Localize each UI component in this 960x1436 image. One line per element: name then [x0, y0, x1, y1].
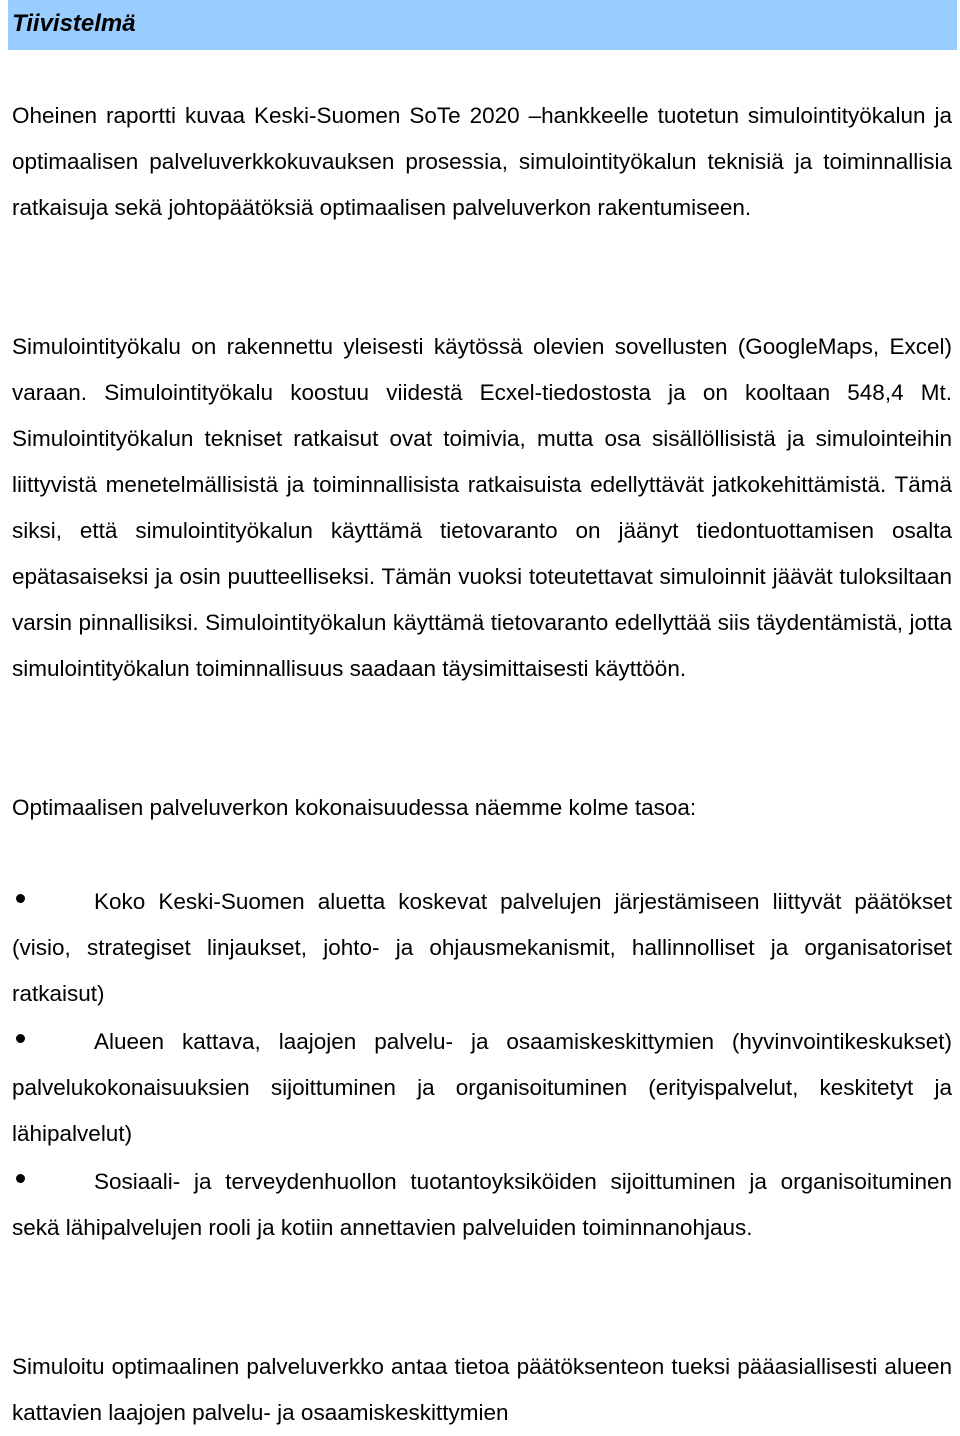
bullet-text: Alueen kattava, laajojen palvelu- ja osaamiskeskittymien (hyvinvointikeskukset) palvelukokonaisuuksien sijoittuminen ja organisoituminen (erityispalvelut, keskitetyt ja lähipalvelut)	[12, 1029, 952, 1146]
paragraph-levels-intro: Optimaalisen palveluverkon kokonaisuudessa näemme kolme tasoa:	[12, 795, 697, 820]
bullet-item-2	[12, 1019, 952, 1157]
bullet-text: Sosiaali- ja terveydenhuollon tuotantoyksiköiden sijoittuminen ja organisoituminen sekä lähipalvelujen rooli ja kotiin annettavien palveluiden toiminnanohjaus.	[12, 1169, 952, 1240]
section-heading: Tiivistelmä	[12, 10, 136, 37]
paragraph-closing: Simuloitu optimaalinen palveluverkko antaa tietoa päätöksenteon tueksi pääasiallisesti alueen kattavien laajojen palvelu- ja osaamiskeskittymien	[12, 1354, 952, 1425]
paragraph-tool: Simulointityökalu on rakennettu yleisesti käytössä olevien sovellusten (GoogleMaps, Excel) varaan. Simulointityökalu koostuu viidestä Ecxel-tiedostosta ja on kooltaan 548,4 Mt. Simulointityökalun tekniset ratkaisut ovat toimivia, mutta osa sisällöllisistä ja simulointeihin liittyvistä menetelmällisistä ja toiminnallisista ratkaisuista edellyttävät jatkokehittämistä. Tämä siksi, että simulointityökalun käyttämä tietovaranto on jäänyt tiedontuottamisen osalta epätasaiseksi ja osin puutteelliseksi. Tämän vuoksi toteutettavat simuloinnit jäävät tuloksiltaan varsin pinnallisiksi. Simulointityökalun käyttämä tietovaranto edellyttää siis täydentämistä, jotta simulointityökalun toiminnallisuus saadaan täysimittaisesti käyttöön.	[12, 334, 952, 681]
paragraph-intro: Oheinen raportti kuvaa Keski-Suomen SoTe 2020 –hankkeelle tuotetun simulointityökalun ja optimaalisen palveluverkkokuvauksen prosessia, simulointityökalun teknisiä ja toiminnallisia ratkaisuja sekä johtopäätöksiä optimaalisen palveluverkon rakentumiseen.	[12, 103, 952, 220]
bullet-item-3	[12, 1159, 952, 1251]
bullet-item-1	[12, 879, 952, 1017]
heading-bar	[8, 0, 957, 50]
bullet-text: Koko Keski-Suomen aluetta koskevat palvelujen järjestämiseen liittyvät päätökset (visio, strategiset linjaukset, johto- ja ohjausmekanismit, hallinnolliset ja organisatoriset ratkaisut)	[12, 889, 952, 1006]
